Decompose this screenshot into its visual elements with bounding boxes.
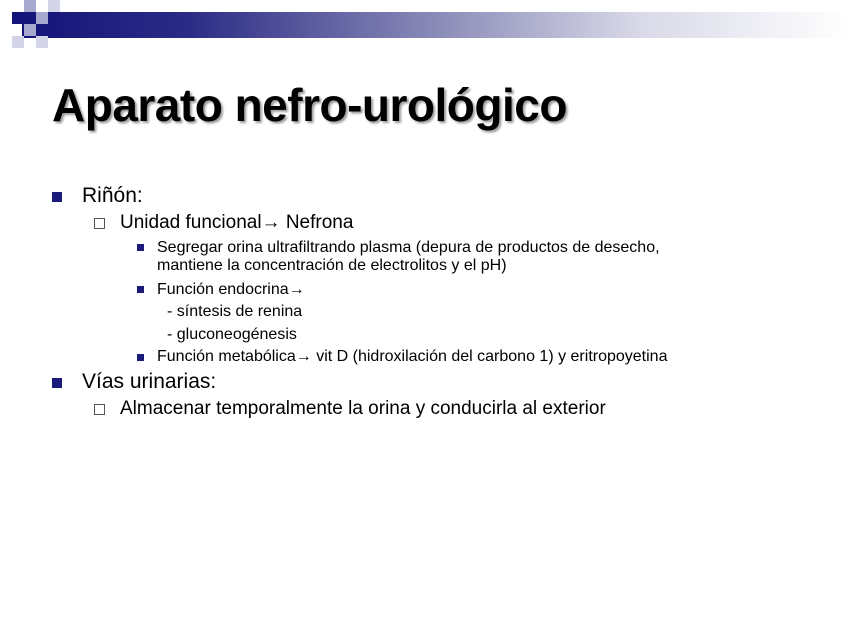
bullet-small-square-icon [137, 244, 144, 251]
funcion-endocrina-label: Función endocrina [157, 281, 289, 298]
bullet-hollow-square-icon [94, 404, 105, 415]
bullet-vias-urinarias: Vías urinarias: [82, 370, 217, 393]
bullet-unidad-funcional [120, 212, 353, 234]
bullet-almacenar: Almacenar temporalmente la orina y conducirla al exterior [120, 398, 606, 419]
unidad-funcional-value: Nefrona [280, 212, 354, 233]
arrow-right-icon: → [288, 281, 305, 298]
slide-title: Aparato nefro-urológico [52, 79, 567, 131]
bullet-funcion-endocrina [157, 281, 305, 299]
bullet-small-square-icon [137, 286, 144, 293]
arrow-right-icon: → [261, 212, 281, 233]
header-gradient-bar [22, 12, 848, 38]
arrow-right-icon: → [295, 348, 312, 365]
segregar-line-2: mantiene la concentración de electrolitos y el pH) [157, 257, 507, 274]
bullet-funcion-metabolica [157, 348, 667, 366]
bullet-square-icon [52, 378, 62, 388]
endocrina-gluconeogenesis: - gluconeogénesis [167, 326, 297, 343]
bullet-hollow-square-icon [94, 218, 105, 229]
bullet-segregar [157, 239, 660, 275]
corner-checker-decoration [0, 0, 64, 56]
funcion-metabolica-label: Función metabólica [157, 348, 296, 365]
segregar-line-1: Segregar orina ultrafiltrando plasma (depura de productos de desecho, [157, 239, 660, 256]
bullet-rinon: Riñón: [82, 184, 143, 207]
funcion-metabolica-value: vit D (hidroxilación del carbono 1) y eritropoyetina [311, 348, 668, 365]
unidad-funcional-label: Unidad funcional [120, 212, 262, 233]
bullet-square-icon [52, 192, 62, 202]
endocrina-sintesis: - síntesis de renina [167, 303, 303, 320]
bullet-small-square-icon [137, 354, 144, 361]
